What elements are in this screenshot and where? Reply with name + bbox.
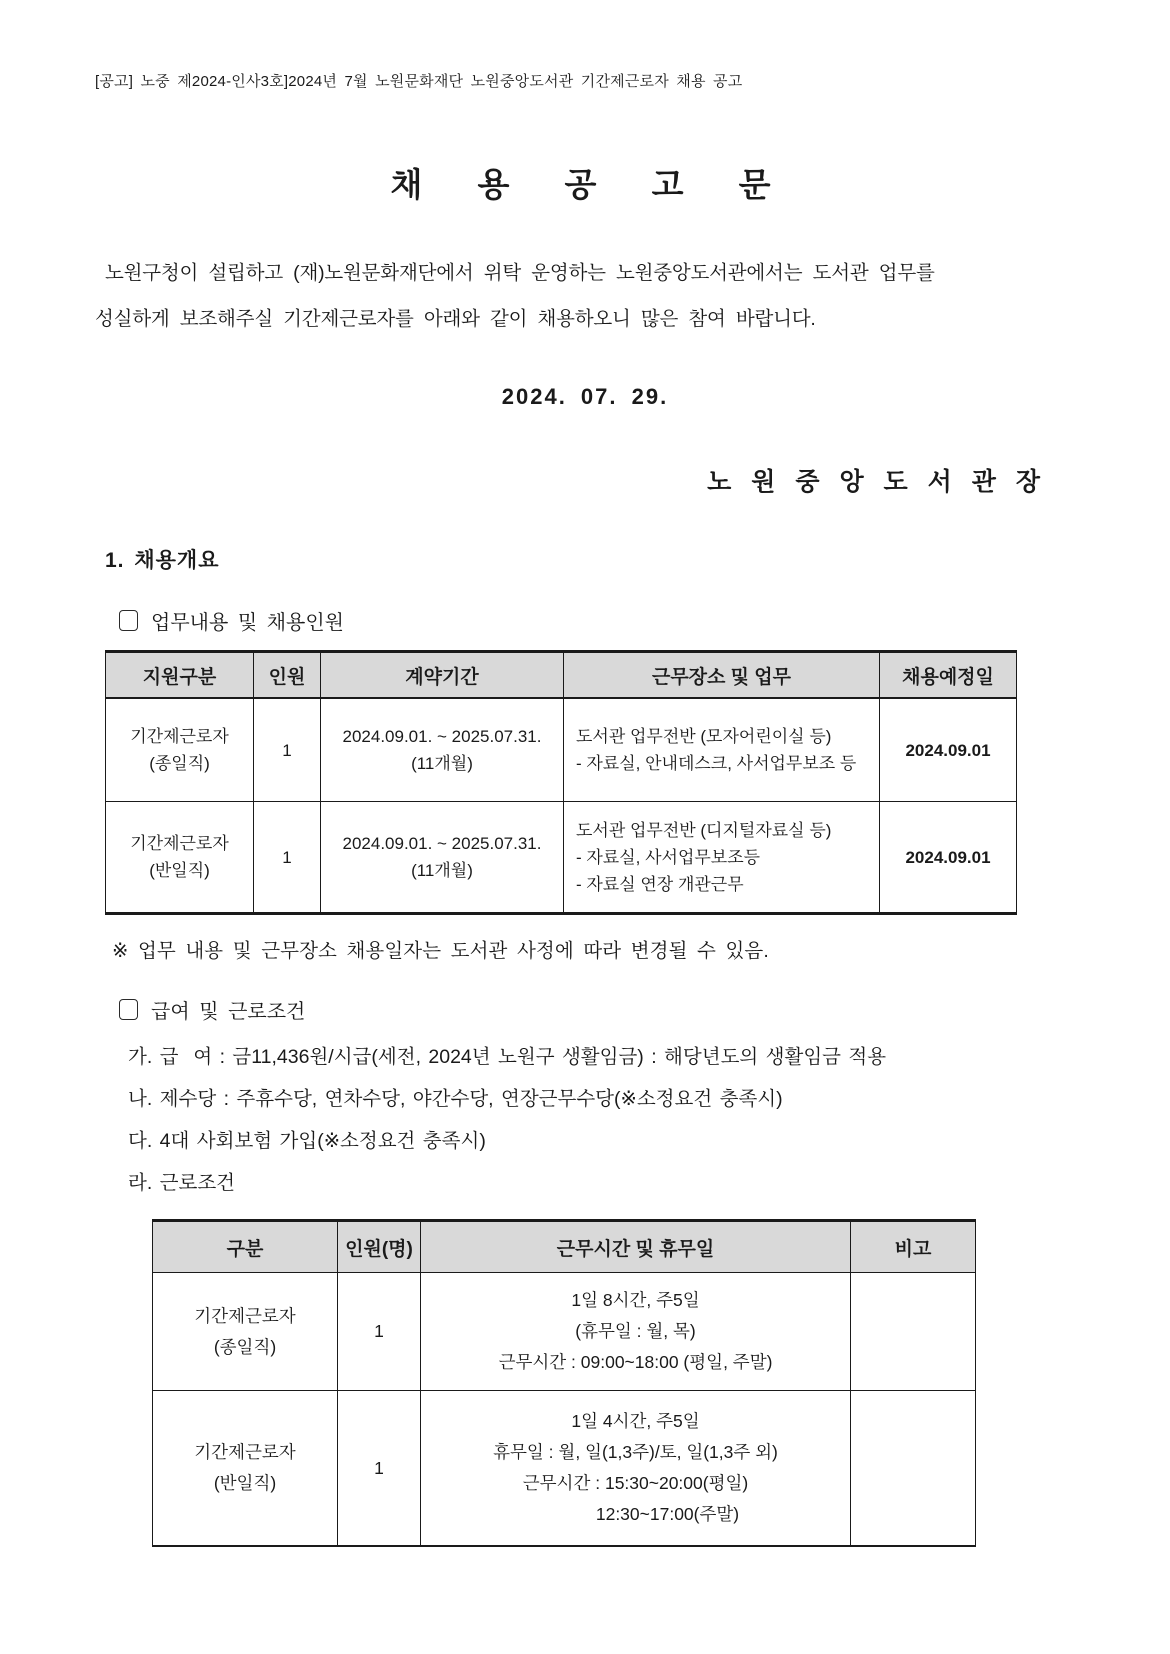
cell-count: 1: [338, 1273, 421, 1391]
subsection-pay-heading: [119, 995, 1170, 1024]
table-row: [153, 1273, 976, 1391]
duty-line: 도서관 업무전반 (모자어린이실 등): [576, 727, 832, 746]
position-kind: (반일직): [149, 861, 210, 880]
cell-position: [106, 698, 254, 802]
section-1-heading: 1. 채용개요: [105, 549, 220, 572]
period-range: 2024.09.01. ~ 2025.07.31.: [342, 727, 542, 746]
schedule-line: 12:30~17:00(주말): [595, 1504, 740, 1524]
schedule-line: 근무시간 : 15:30~20:00(평일): [522, 1473, 749, 1493]
position-kind: (종일직): [149, 754, 210, 773]
duty-line: - 자료실, 사서업무보조등: [576, 847, 761, 867]
cell-schedule: [421, 1273, 851, 1391]
square-bullet-icon: [119, 999, 138, 1020]
table-row: [106, 802, 1017, 914]
col-header-hire-date: 채용예정일: [880, 652, 1017, 699]
duty-line: 도서관 업무전반 (디지털자료실 등): [576, 820, 832, 840]
cell-hire-date: 2024.09.01: [880, 698, 1017, 802]
subsection-duties-heading: [119, 606, 1170, 635]
position-name: 기간제근로자: [130, 834, 229, 853]
col-header-schedule: 근무시간 및 휴무일: [421, 1221, 851, 1273]
cell-count: 1: [254, 698, 321, 802]
cell-count: 1: [254, 802, 321, 914]
col-header-count: 인원: [254, 652, 321, 699]
position-name: 기간제근로자: [194, 1305, 296, 1326]
cell-period: [321, 802, 564, 914]
issuer-signature: 노 원 중 앙 도 서 관 장: [707, 468, 1042, 496]
intro-paragraph: [95, 250, 1082, 342]
position-name: 기간제근로자: [130, 727, 229, 746]
intro-line: 성실하게 보조해주실 기간제근로자를 아래와 같이 채용하오니 많은 참여 바랍니다.: [95, 308, 816, 330]
cell-duties: [564, 802, 880, 914]
period-duration: (11개월): [411, 861, 473, 880]
schedule-line: 근무시간 : 09:00~18:00 (평일, 주말): [498, 1352, 773, 1372]
recruitment-overview-table: [105, 650, 1017, 915]
col-header-position: 지원구분: [106, 652, 254, 699]
duty-line: - 자료실, 안내데스크, 사서업무보조 등: [576, 754, 857, 773]
subsection-pay-label: 급여 및 근로조건: [151, 1001, 306, 1023]
table-note: ※ 업무 내용 및 근무장소 채용일자는 도서관 사정에 따라 변경될 수 있음.: [112, 940, 769, 962]
cell-hire-date: 2024.09.01: [880, 802, 1017, 914]
col-header-count: 인원(명): [338, 1221, 421, 1273]
position-kind: (종일직): [213, 1336, 277, 1357]
cell-position: [106, 802, 254, 914]
col-header-remarks: 비고: [851, 1221, 976, 1273]
intro-line: 노원구청이 설립하고 (재)노원문화재단에서 위탁 운영하는 노원중앙도서관에서는 도서관 업무를: [105, 262, 935, 284]
pay-item-wage: 가. 급 여 : 금11,436원/시급(세전, 2024년 노원구 생활임금) : 해당년도의 생활임금 적용: [128, 1046, 887, 1068]
period-duration: (11개월): [411, 754, 473, 773]
pay-item-insurance: 다. 4대 사회보험 가입(※소정요건 충족시): [128, 1130, 486, 1152]
position-name: 기간제근로자: [194, 1442, 296, 1462]
cell-period: [321, 698, 564, 802]
table-row: [106, 698, 1017, 802]
cell-category: [153, 1391, 338, 1547]
cell-category: [153, 1273, 338, 1391]
duty-line: - 자료실 연장 개관근무: [576, 874, 744, 894]
subsection-duties-label: 업무내용 및 채용인원: [151, 612, 344, 634]
period-range: 2024.09.01. ~ 2025.07.31.: [342, 834, 542, 853]
col-header-workplace: 근무장소 및 업무: [564, 652, 880, 699]
position-kind: (반일직): [213, 1473, 277, 1493]
work-conditions-table: [152, 1219, 976, 1547]
schedule-line: 1일 8시간, 주5일: [571, 1290, 700, 1310]
table-row: [153, 1391, 976, 1547]
schedule-line: 휴무일 : 월, 일(1,3주)/토, 일(1,3주 외): [493, 1442, 778, 1462]
announcement-date: 2024. 07. 29.: [501, 384, 669, 409]
cell-schedule: [421, 1391, 851, 1547]
pay-item-work-conditions: 라. 근로조건: [128, 1172, 236, 1194]
table-header-row: [106, 652, 1017, 699]
pay-conditions-list: [0, 1036, 1170, 1204]
document-reference: [공고] 노중 제2024-인사3호]2024년 7월 노원문화재단 노원중앙도서관 기간제근로자 채용 공고: [95, 73, 743, 90]
schedule-line: (휴무일 : 월, 목): [575, 1321, 696, 1341]
cell-duties: [564, 698, 880, 802]
cell-count: 1: [338, 1391, 421, 1547]
document-title: 채 용 공 고 문: [390, 166, 780, 203]
schedule-line: 1일 4시간, 주5일: [571, 1411, 700, 1431]
col-header-period: 계약기간: [321, 652, 564, 699]
pay-item-allowances: 나. 제수당 : 주휴수당, 연차수당, 야간수당, 연장근무수당(※소정요건 충족시): [128, 1088, 783, 1110]
square-bullet-icon: [119, 610, 138, 631]
table-header-row: [153, 1221, 976, 1273]
col-header-category: 구분: [153, 1221, 338, 1273]
cell-remarks: [851, 1273, 976, 1391]
